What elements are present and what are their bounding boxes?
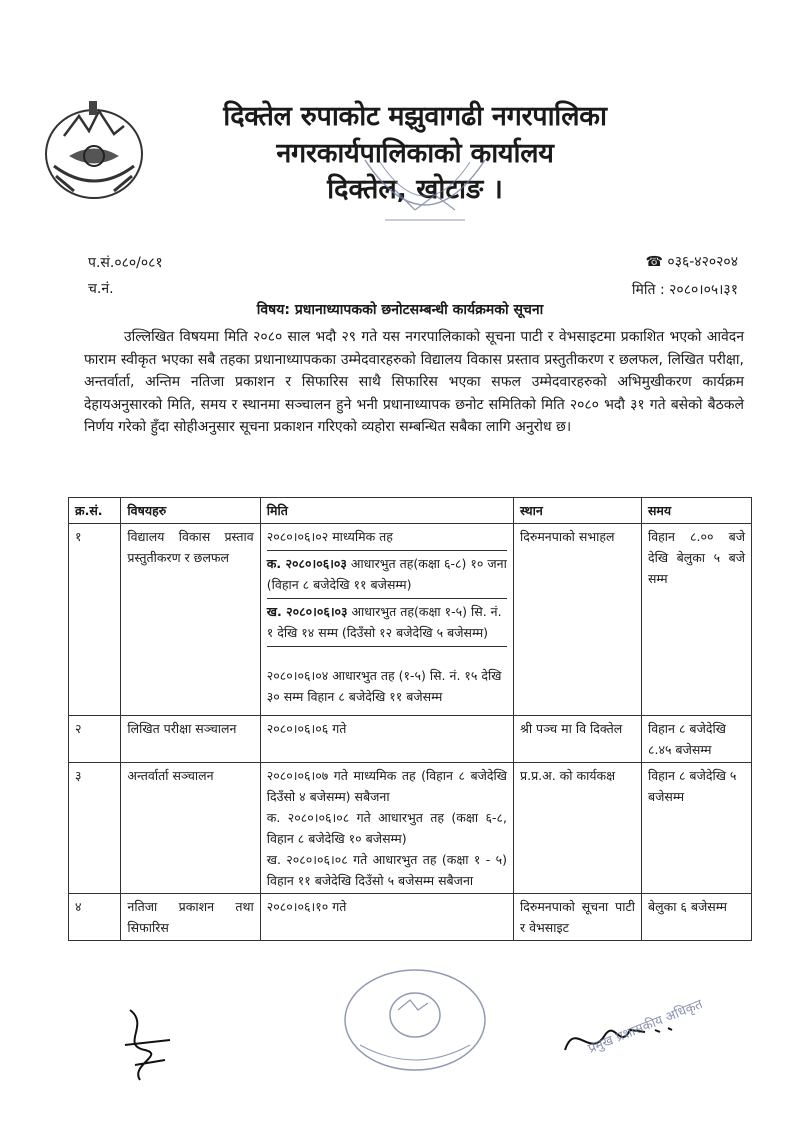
row-dates: २०८०।०६।१० गते: [260, 894, 513, 941]
row-dates: २०८०।०६।०६ गते: [260, 716, 513, 763]
office-stamp-icon: [355, 150, 495, 240]
row-sn: ३: [69, 763, 121, 894]
date-entry: २०८०।०६।०४ आधारभुत तह (१-५) सि. नं. १५ देखि ३० सम्म विहान ८ बजेदेखि ११ बजेसम्म: [266, 668, 502, 704]
office-name: नगरकार्यपालिकाको कार्यालय: [276, 138, 554, 169]
notice-date: मिति : २०८०।०५।३१: [631, 282, 738, 298]
left-signature-icon: [110, 1005, 190, 1085]
row-time: विहान ८ बजेदेखि ५ बजेसम्म: [641, 763, 751, 894]
signatory-title: प्रमुख प्रशासकीय अधिकृत: [586, 997, 705, 1057]
reference-number: प.सं.०८०/०८१: [88, 255, 163, 271]
row-time: बेलुका ६ बजेसम्म: [641, 894, 751, 941]
date-entry: २०८०।०६।०७ गते माध्यमिक तह (विहान ८ बजेदेखि दिउँसो ४ बजेसम्म) सबैजना: [266, 768, 507, 804]
row-sn: १: [69, 524, 121, 716]
row-time: विहान ८.०० बजे देखि बेलुका ५ बजे सम्म: [641, 524, 751, 716]
schedule-table: [68, 497, 752, 941]
office-address: दिक्तेल, खोटाङ ।: [327, 174, 503, 205]
date-entry: ख. २०८०।०६।०३ आधारभुत तह(कक्षा १-५) सि. नं. १ देखि १४ सम्म (दिउँसो १२ बजेदेखि ५ बजेसम्म): [267, 599, 507, 647]
row-place: प्र.प्र.अ. को कार्यकक्ष: [513, 763, 641, 894]
dispatch-number: च.नं.: [88, 281, 114, 297]
notice-body: उल्लिखित विषयमा मिति २०८० साल भदौ २९ गते यस नगरपालिकाको सूचना पाटी र वेभसाइटमा प्रकाशित भएको आवेदन फाराम स्वीकृत भएका सबै तहका प्रधानाध्यापकका उम्मेदवारहरुको विद्यालय विकास प्रस्ताव प्रस्तुतीकरण र छलफल, लिखित परीक्षा, अन्तर्वार्ता, अन्तिम नतिजा प्रकाशन र सिफारिस साथै सिफारिस भएका सफल उम्मेदवारहरुको अभिमुखीकरण कार्यक्रम देहायअनुसारको मिति, समय र स्थानमा सञ्चालन हुने भनी प्रधानाध्यापक छनोट समितिको मिति २०८० भदौ ३१ गते बसेको बैठकले निर्णय गरेको हुँदा सोहीअनुसार सूचना प्रकाशन गरिएको व्यहोरा सम्बन्धित सबैका लागि अनुरोध छ।: [84, 329, 744, 435]
table-row: [69, 716, 752, 763]
column-header-sn: क्र.सं.: [69, 498, 121, 524]
date-entry: क. २०८०।०६।०८ गते आधारभुत तह (कक्षा ६-८, विहान ८ बजेदेखि १० बजेसम्म): [266, 810, 507, 846]
reference-block: [88, 250, 163, 302]
row-subject: अन्तर्वार्ता सञ्चालन: [121, 763, 260, 894]
phone-number: ☎ ०३६-४२०२०४: [645, 254, 738, 270]
row-dates: [260, 524, 513, 716]
row-dates: [260, 763, 513, 894]
row-sn: ४: [69, 894, 121, 941]
row-subject: नतिजा प्रकाशन तथा सिफारिस: [121, 894, 260, 941]
row-place: दिरुमनपाको सभाहल: [513, 524, 641, 716]
table-row: [69, 524, 752, 716]
row-time: विहान ८ बजेदेखि ८.४५ बजेसम्म: [641, 716, 751, 763]
notice-subject: विषय: प्रधानाध्यापकको छनोटसम्बन्धी कार्यक्रमको सूचना: [256, 302, 544, 318]
column-header-date: मिति: [260, 498, 513, 524]
row-place: दिरुमनपाको सूचना पाटी र वेभसाइट: [513, 894, 641, 941]
table-row: [69, 894, 752, 941]
date-entry: २०८०।०६।०२ माध्यमिक तह: [267, 524, 507, 551]
column-header-time: समय: [641, 498, 751, 524]
office-stamp-icon: [340, 965, 490, 1075]
date-entry: क. २०८०।०६।०३ आधारभुत तह(कक्षा ६-८) १० जना (विहान ८ बजेदेखि ११ बजेसम्म): [267, 551, 507, 599]
date-entry: ख. २०८०।०६।०८ गते आधारभुत तह (कक्षा १ - ५) विहान ११ बजेदेखि दिउँसो ५ बजेसम्म सबैजना: [266, 852, 507, 888]
column-header-subject: विषयहरु: [121, 498, 260, 524]
row-sn: २: [69, 716, 121, 763]
nepal-emblem-icon: [34, 96, 154, 206]
row-subject: विद्यालय विकास प्रस्ताव प्रस्तुतीकरण र छलफल: [121, 524, 260, 716]
column-header-place: स्थान: [513, 498, 641, 524]
municipality-name: दिक्तेल रुपाकोट मझुवागढी नगरपालिका: [223, 101, 607, 132]
table-header-row: [69, 498, 752, 524]
row-subject: लिखित परीक्षा सञ्चालन: [121, 716, 260, 763]
table-row: [69, 763, 752, 894]
row-place: श्री पञ्च मा वि दिक्तेल: [513, 716, 641, 763]
